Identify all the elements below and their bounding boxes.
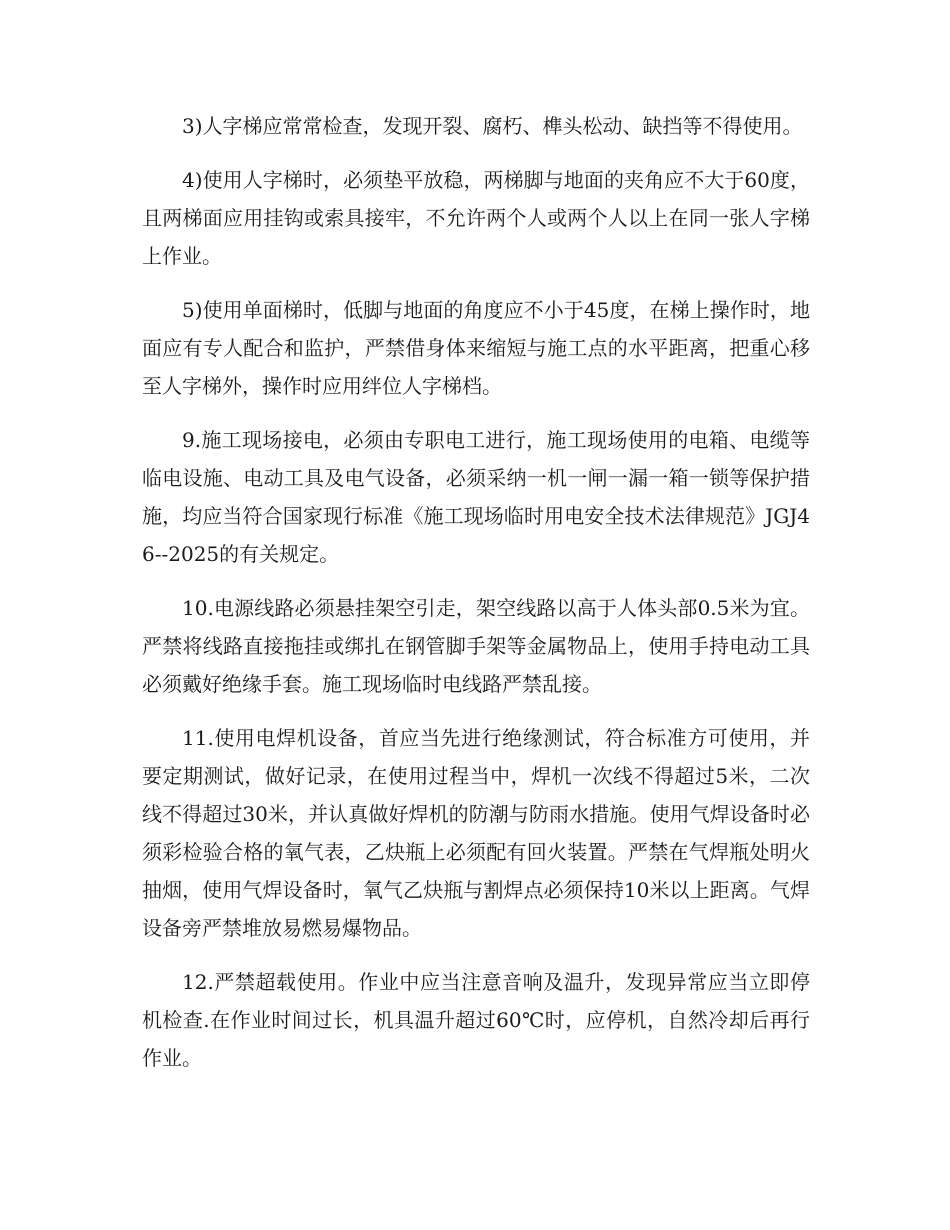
paragraph-overload-prohibition: 12.严禁超载使用。作业中应当注意音响及温升，发现异常应当立即停机检查.在作业时间过长，机具温升超过60℃时，应停机，自然冷却后再行作业。 bbox=[142, 970, 810, 1070]
paragraph-single-ladder-use: 5)使用单面梯时，低脚与地面的角度应不小于45度，在梯上操作时，地面应有专人配合和监护，严禁借身体来缩短与施工点的水平距离，把重心移至人字梯外，操作时应用绊位人字梯档。 bbox=[142, 298, 810, 398]
paragraph-welding-equipment: 11.使用电焊机设备，首应当先进行绝缘测试，符合标准方可使用，并要定期测试，做好记录，在使用过程当中，焊机一次线不得超过5米，二次线不得超过30米，并认真做好焊机的防潮与防雨水措施。使用气焊设备时必须彩检验合格的氧气表，乙炔瓶上必须配有回火装置。严禁在气焊瓶处明火抽烟，使用气焊设备时，氧气乙炔瓶与割焊点必须保持10米以上距离。气焊设备旁严禁堆放易燃易爆物品。 bbox=[142, 726, 810, 940]
paragraph-power-line-routing: 10.电源线路必须悬挂架空引走，架空线路以高于人体头部0.5米为宜。严禁将线路直接拖挂或绑扎在钢管脚手架等金属物品上，使用手持电动工具必须戴好绝缘手套。施工现场临时电线路严禁乱接。 bbox=[142, 596, 810, 696]
paragraph-ladder-inspection: 3)人字梯应常常检查，发现开裂、腐朽、榫头松动、缺挡等不得使用。 bbox=[182, 114, 803, 138]
paragraph-site-power-connection: 9.施工现场接电，必须由专职电工进行，施工现场使用的电箱、电缆等临电设施、电动工具及电气设备，必须采纳一机一闸一漏一箱一锁等保护措施，均应当符合国家现行标准《施工现场临时用电安全技术法律规范》JGJ46--2025的有关规定。 bbox=[142, 428, 810, 566]
document-body bbox=[142, 107, 810, 1093]
paragraph-a-frame-ladder-use: 4)使用人字梯时，必须垫平放稳，两梯脚与地面的夹角应不大于60度，且两梯面应用挂钩或索具接牢，不允许两个人或两个人以上在同一张人字梯上作业。 bbox=[142, 168, 810, 268]
